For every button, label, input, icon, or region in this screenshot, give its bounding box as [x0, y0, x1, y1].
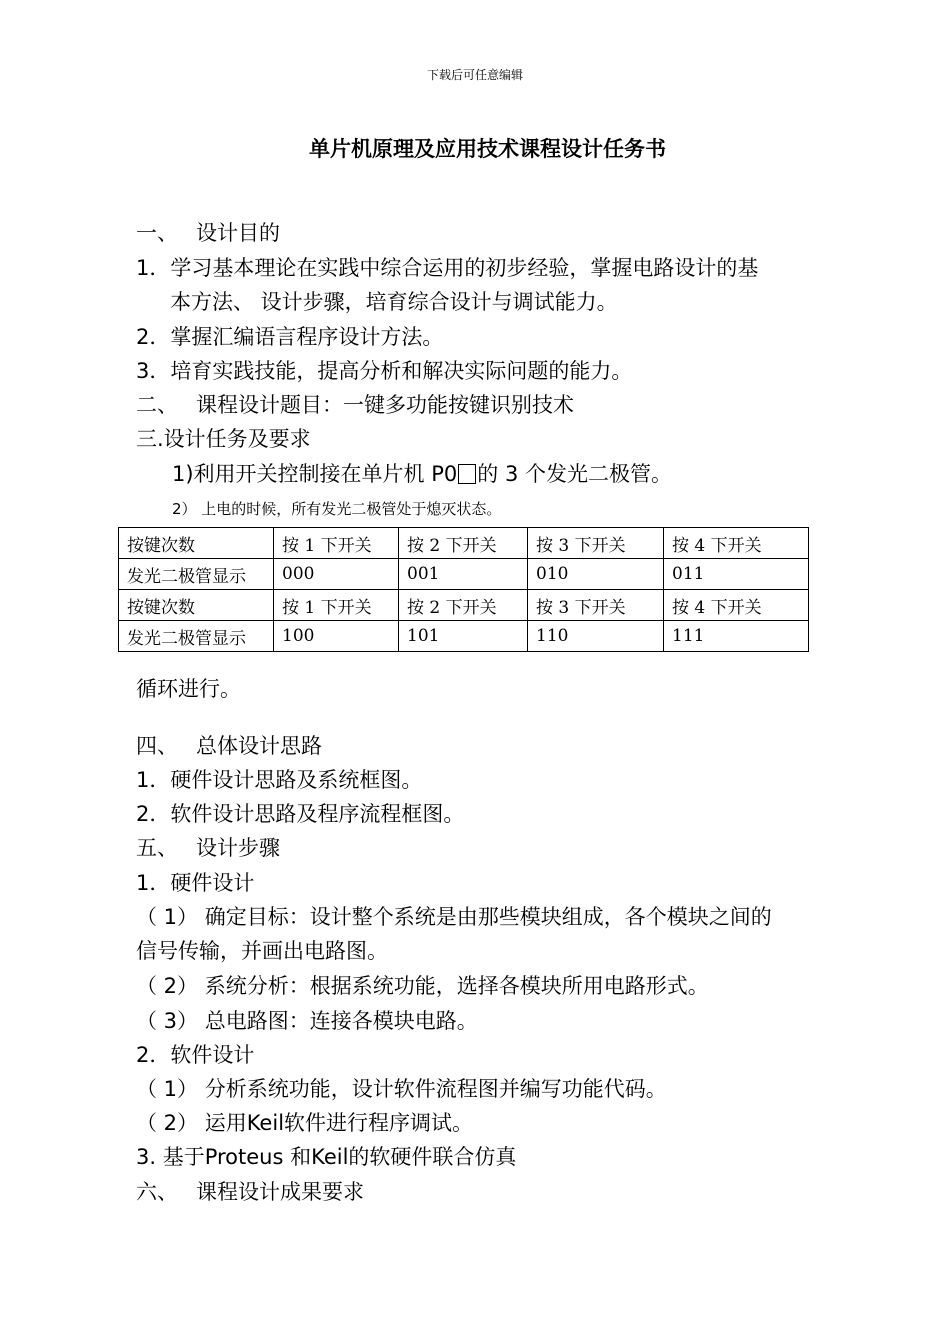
requirement-1 [172, 459, 672, 489]
hardware-step-2: （ 2） 系统分析：根据系统功能，选择各模块所用电路形式。 [136, 974, 709, 998]
objective-2: 2．掌握汇编语言程序设计方法。 [136, 325, 444, 349]
requirement-1-part-b: 的 3 个发光二极管。 [477, 462, 672, 486]
table-cell: 按 1 下开关 [274, 590, 399, 621]
section-4-heading [136, 731, 322, 761]
table-row [119, 559, 809, 590]
table-cell: 010 [528, 559, 664, 590]
table-cell: 按键次数 [119, 528, 274, 559]
requirement-2: 2） 上电的时候，所有发光二极管处于熄灭状态。 [172, 500, 502, 518]
table-cell: 发光二极管显示 [119, 621, 274, 652]
section-6-heading [136, 1177, 364, 1207]
section-2-heading [136, 390, 574, 420]
software-step-2: （ 2） 运用Keil软件进行程序调试。 [136, 1111, 474, 1135]
table-cell: 按 2 下开关 [399, 590, 528, 621]
table-row [119, 590, 809, 621]
design-idea-1: 1．硬件设计思路及系统框图。 [136, 768, 423, 792]
table-row [119, 621, 809, 652]
table-cell: 按 2 下开关 [399, 528, 528, 559]
table-cell: 100 [274, 621, 399, 652]
hardware-step-1-line-2: 信号传输，并画出电路图。 [136, 939, 388, 963]
led-display-table [118, 527, 809, 652]
table-cell: 按 4 下开关 [664, 528, 809, 559]
objective-1-line-2: 本方法、 设计步骤，培育综合设计与调试能力。 [170, 290, 618, 314]
table-cell: 101 [399, 621, 528, 652]
section-4-number: 四、 [136, 734, 178, 758]
section-5-title: 设计步骤 [196, 836, 280, 860]
table-cell: 按 3 下开关 [528, 590, 664, 621]
software-step-1: （ 1） 分析系统功能，设计软件流程图并编写功能代码。 [136, 1077, 667, 1101]
simulation-step: 3. 基于Proteus 和Keil的软硬件联合仿真 [136, 1145, 517, 1169]
table-cell: 发光二极管显示 [119, 559, 274, 590]
header-note: 下载后可任意编辑 [426, 68, 523, 82]
objective-3: 3．培育实践技能，提高分析和解决实际问题的能力。 [136, 359, 633, 383]
table-cell: 按 3 下开关 [528, 528, 664, 559]
design-idea-2: 2．软件设计思路及程序流程框图。 [136, 802, 465, 826]
section-5-heading [136, 833, 280, 863]
software-heading: 2．软件设计 [136, 1043, 255, 1067]
loop-text: 循环进行。 [136, 677, 241, 701]
table-cell: 111 [664, 621, 809, 652]
section-4-title: 总体设计思路 [196, 734, 322, 758]
hardware-heading: 1．硬件设计 [136, 871, 255, 895]
section-1-heading [136, 218, 280, 248]
section-6-number: 六、 [136, 1180, 178, 1204]
section-3-heading: 三.设计任务及要求 [136, 427, 311, 451]
section-2-title: 课程设计题目：一键多功能按键识别技术 [196, 393, 574, 417]
table-cell: 011 [664, 559, 809, 590]
table-row [119, 528, 809, 559]
section-5-number: 五、 [136, 836, 178, 860]
objective-1-line-1: 1．学习基本理论在实践中综合运用的初步经验，掌握电路设计的基 [136, 256, 759, 280]
table-cell: 001 [399, 559, 528, 590]
section-6-title: 课程设计成果要求 [196, 1180, 364, 1204]
page-title: 单片机原理及应用技术课程设计任务书 [309, 137, 666, 161]
table-cell: 110 [528, 621, 664, 652]
table-cell: 000 [274, 559, 399, 590]
section-1-title: 设计目的 [196, 221, 280, 245]
missing-glyph-box-icon [458, 464, 476, 484]
section-1-number: 一、 [136, 221, 178, 245]
table-cell: 按键次数 [119, 590, 274, 621]
hardware-step-3: （ 3） 总电路图：连接各模块电路。 [136, 1009, 478, 1033]
table-cell: 按 4 下开关 [664, 590, 809, 621]
requirement-1-part-a: 1)利用开关控制接在单片机 P0 [172, 462, 458, 486]
section-2-number: 二、 [136, 393, 178, 417]
table-cell: 按 1 下开关 [274, 528, 399, 559]
hardware-step-1-line-1: （ 1） 确定目标：设计整个系统是由那些模块组成，各个模块之间的 [136, 905, 772, 929]
